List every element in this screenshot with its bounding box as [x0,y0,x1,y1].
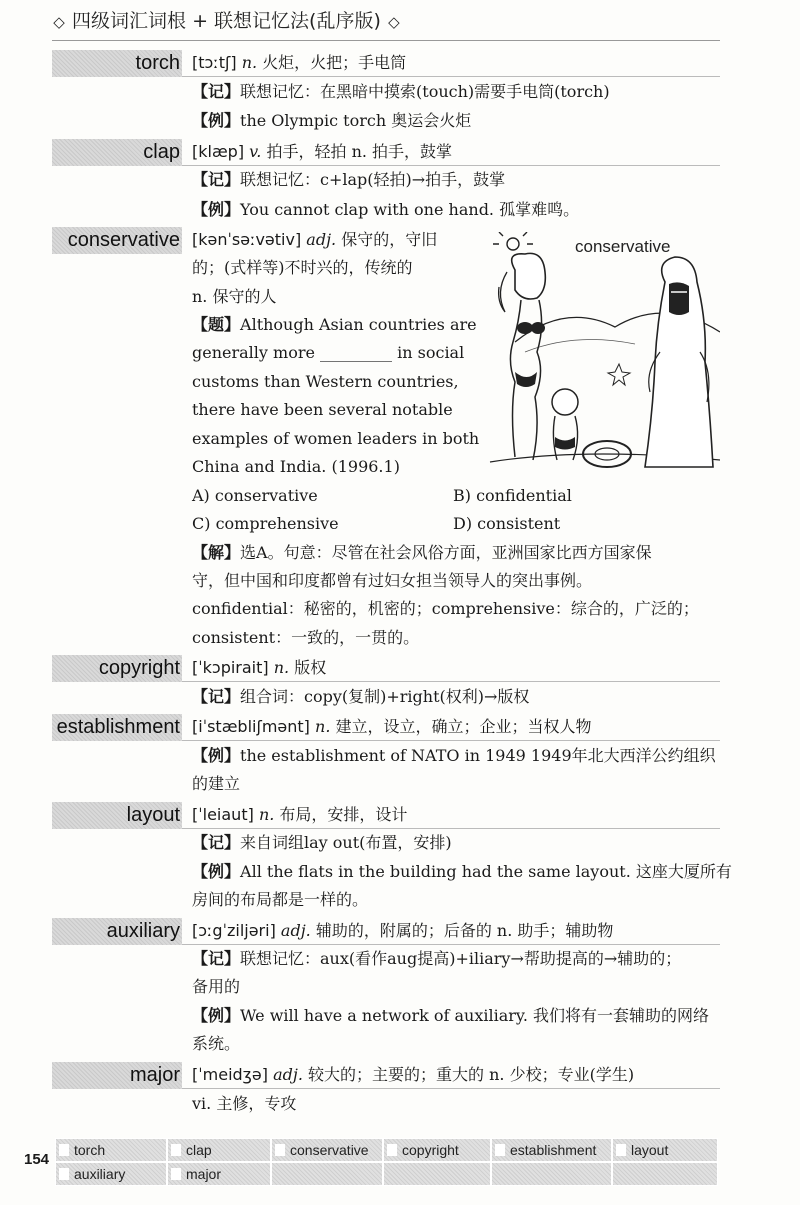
phonetic: [ɔːgˈziljəri] [192,921,276,940]
checkbox-icon[interactable] [275,1144,285,1156]
option-c: C) comprehensive [192,514,339,533]
headword-divider [182,165,720,166]
question-tag: 【题】 [192,315,241,334]
example-auxiliary [192,1005,709,1027]
phonetic: [klæp] [192,142,245,161]
conservative-illustration [485,232,720,477]
memo-tag: 【记】 [192,82,241,101]
example-tag: 【例】 [192,862,241,881]
index-item[interactable] [55,1138,167,1162]
memo-torch [192,81,610,103]
checkbox-icon[interactable] [171,1168,181,1180]
headword-torch: torch [52,50,182,77]
example-text: You cannot clap with one hand. 孤掌难鸣。 [240,200,580,219]
index-empty-cell [271,1162,383,1186]
index-word: clap [186,1142,212,1158]
part-of-speech: n. [241,53,258,72]
meaning: 建立，设立，确立；企业；当权人物 [335,717,592,736]
example-line: 系统。 [192,1034,241,1053]
question-line: there have been several notable [192,400,453,419]
phonetic: [ˈleiaut] [192,805,254,824]
meaning: 较大的；主要的；重大的 n. 少校；专业(学生) [308,1065,635,1084]
part-of-speech: adj. [280,921,311,940]
part-of-speech: v. [249,142,262,161]
headword-divider [182,681,720,682]
checkbox-icon[interactable] [171,1144,181,1156]
question-line: examples of women leaders in both [192,429,480,448]
phonetic: [ˈmeidʒə] [192,1065,268,1084]
example-tag: 【例】 [192,746,241,765]
example-text: All the flats in the building had the same layout. 这座大厦所有 [240,862,732,881]
part-of-speech: n. [273,658,290,677]
headword-divider [182,828,720,829]
header-divider [52,40,720,41]
meaning: 布局，安排，设计 [279,805,408,824]
meaning: 版权 [294,658,327,677]
checkbox-icon[interactable] [495,1144,505,1156]
index-item[interactable] [55,1162,167,1186]
part-of-speech: n. [315,717,331,736]
checkbox-icon[interactable] [59,1168,69,1180]
diamond-ornament-icon: ◇ [388,13,400,31]
example-clap [192,199,579,221]
example-line: 的建立 [192,774,241,793]
memo-text: 联想记忆：c+lap(轻拍)→拍手，鼓掌 [240,170,506,189]
illustration-caption: conservative [575,237,671,256]
definition-continued: vi. 主修，专攻 [192,1094,297,1113]
book-title: 四级词汇词根 + 联想记忆法(乱序版) [72,10,381,32]
definition-continued: 的；(式样等)不时兴的，传统的 [192,258,413,277]
headword-establishment: establishment [52,714,182,741]
memo-text: 组合词：copy(复制)+right(权利)→版权 [240,687,530,706]
answer-text: 选A。句意：尽管在社会风俗方面，亚洲国家比西方国家保 [240,543,652,562]
example-text: We will have a network of auxiliary. 我们将有一套辅助的网络 [240,1006,710,1025]
example-line: 房间的布局都是一样的。 [192,890,369,909]
cartoon-drawing [485,232,720,477]
page-header [52,6,752,34]
example-text: the Olympic torch 奥运会火炬 [240,111,472,130]
index-word: auxiliary [74,1166,126,1182]
meaning: 拍手，轻拍 n. 拍手，鼓掌 [266,142,453,161]
definition-conservative [192,229,437,251]
index-item[interactable] [167,1138,271,1162]
part-of-speech: adj. [273,1065,303,1084]
example-tag: 【例】 [192,200,241,219]
memo-clap [192,169,505,191]
memo-tag: 【记】 [192,687,241,706]
memo-tag: 【记】 [192,170,241,189]
index-word: copyright [402,1142,459,1158]
index-empty-cell [383,1162,491,1186]
headword-divider [182,76,720,77]
headword-clap: clap [52,139,182,166]
memo-tag: 【记】 [192,833,241,852]
headword-auxiliary: auxiliary [52,918,182,945]
index-item[interactable] [271,1138,383,1162]
index-word: establishment [510,1142,597,1158]
definition-copyright [192,657,326,679]
meaning: 保守的，守旧 [341,230,438,249]
part-of-speech: adj. [306,230,337,249]
headword-divider [182,1088,720,1089]
headword-copyright: copyright [52,655,182,682]
checkbox-icon[interactable] [616,1144,626,1156]
example-torch [192,110,471,132]
part-of-speech: n. [258,805,275,824]
memo-text: 来自词组lay out(布置，安排) [240,833,452,852]
question-line: China and India. (1996.1) [192,457,400,476]
index-word: major [186,1166,222,1182]
answer-line [192,542,652,564]
headword-divider [182,740,720,741]
meaning: 辅助的，附属的；后备的 n. 助手；辅助物 [315,921,614,940]
example-tag: 【例】 [192,1006,241,1025]
answer-line: consistent：一致的，一贯的。 [192,628,420,647]
index-item[interactable] [612,1138,718,1162]
definition-continued: n. 保守的人 [192,287,277,306]
example-establishment [192,745,716,767]
memo-auxiliary [192,948,681,970]
index-word: torch [74,1142,106,1158]
question-line: customs than Western countries, [192,372,459,391]
example-text: the establishment of NATO in 1949 1949年北大西洋公约组织 [240,746,716,765]
word-index-checklist [55,1138,718,1186]
headword-divider [182,944,720,945]
answer-tag: 【解】 [192,543,241,562]
definition-establishment [192,716,592,738]
definition-auxiliary [192,920,613,942]
index-empty-cell [612,1162,718,1186]
option-b: B) confidential [453,486,572,505]
example-layout [192,861,732,883]
diamond-ornament-icon: ◇ [53,13,65,31]
example-tag: 【例】 [192,111,241,130]
option-a: A) conservative [192,486,318,505]
definition-clap [192,141,452,163]
index-empty-cell [491,1162,612,1186]
phonetic: [tɔːtʃ] [192,53,237,72]
memo-text: 联想记忆：在黑暗中摸索(touch)需要手电筒(torch) [240,82,610,101]
answer-line: 守，但中国和印度都曾有过妇女担当领导人的突出事例。 [192,571,593,590]
definition-major [192,1064,634,1086]
index-item[interactable] [491,1138,612,1162]
meaning: 火炬，火把；手电筒 [262,53,407,72]
memo-text: 联想记忆：aux(看作aug提高)+iliary→帮助提高的→辅助的； [240,949,682,968]
definition-torch [192,52,406,74]
memo-tag: 【记】 [192,949,241,968]
answer-line: confidential：秘密的，机密的；comprehensive：综合的，广泛的； [192,599,699,618]
index-word: conservative [290,1142,369,1158]
memo-line: 备用的 [192,977,241,996]
phonetic: [kənˈsəːvətiv] [192,230,302,249]
option-d: D) consistent [453,514,561,533]
question-line [192,314,477,336]
memo-layout [192,832,452,854]
headword-conservative: conservative [52,227,182,254]
headword-major: major [52,1062,182,1089]
definition-layout [192,804,407,826]
phonetic: [ˈkɔpirait] [192,658,269,677]
checkbox-icon[interactable] [59,1144,69,1156]
checkbox-icon[interactable] [387,1144,397,1156]
phonetic: [iˈstæbliʃmənt] [192,717,310,736]
index-word: layout [631,1142,669,1158]
headword-layout: layout [52,802,182,829]
index-item[interactable] [383,1138,491,1162]
index-item[interactable] [167,1162,271,1186]
memo-copyright [192,686,529,708]
question-line: generally more _________ in social [192,343,465,362]
question-text: Although Asian countries are [240,315,477,334]
page-number: 154 [24,1151,50,1168]
